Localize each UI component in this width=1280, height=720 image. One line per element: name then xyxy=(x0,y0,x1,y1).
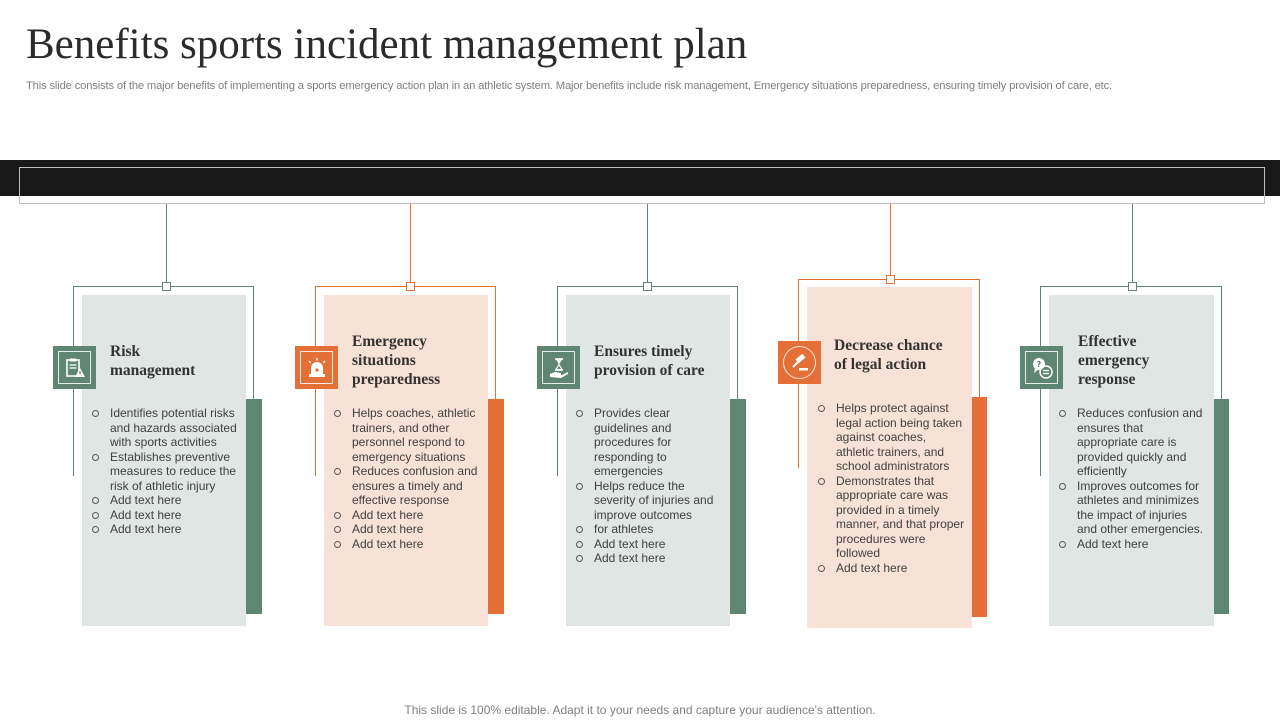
bullet-item: Add text here xyxy=(574,551,726,566)
hand-hourglass-icon xyxy=(548,357,570,379)
bullet-item: Establishes preventive measures to reduce the risk of athletic injury xyxy=(90,450,238,494)
card-accent-bar xyxy=(1212,399,1229,614)
siren-icon xyxy=(306,357,328,379)
bullet-item: Helps coaches, athletic trainers, and other personnel respond to emergency situations xyxy=(332,406,484,464)
card-accent-bar xyxy=(970,397,987,617)
bullet-item: Add text here xyxy=(332,522,484,537)
bullet-item: Add text here xyxy=(90,522,238,537)
card-title: Risk management xyxy=(110,343,196,379)
bullet-item: Add text here xyxy=(90,508,238,523)
card-bullet-list xyxy=(816,401,966,575)
connector-line xyxy=(890,204,891,279)
card-icon xyxy=(1020,346,1063,389)
slide-title: Benefits sports incident management plan xyxy=(26,21,748,68)
card-icon xyxy=(778,341,821,384)
bullet-item: Add text here xyxy=(1057,537,1207,552)
bullet-item: Improves outcomes for athletes and minimizes the impact of injuries and other emergencies. xyxy=(1057,479,1207,537)
clipboard-warning-icon xyxy=(64,357,86,379)
bullet-item: Add text here xyxy=(574,537,726,552)
connector-line xyxy=(647,204,648,286)
bullet-item: Provides clear guidelines and procedures for responding to emergencies xyxy=(574,406,726,479)
card-icon xyxy=(295,346,338,389)
card-title: Effective emergency response xyxy=(1078,333,1150,388)
card-icon xyxy=(53,346,96,389)
card-title: Decrease chance of legal action xyxy=(834,337,943,373)
card-bullet-list xyxy=(332,406,484,551)
card-title: Ensures timely provision of care xyxy=(594,343,705,379)
bullet-item: for athletes xyxy=(574,522,726,537)
card-bullet-list xyxy=(90,406,238,537)
gavel-icon xyxy=(790,353,810,373)
connector-dot xyxy=(643,282,652,291)
chat-help-icon xyxy=(1030,356,1054,380)
bullet-item: Reduces confusion and ensures that appropriate care is provided quickly and efficiently xyxy=(1057,406,1207,479)
bullet-item: Identifies potential risks and hazards associated with sports activities xyxy=(90,406,238,450)
card-bullet-list xyxy=(1057,406,1207,551)
card-accent-bar xyxy=(728,399,746,614)
bullet-item: Add text here xyxy=(90,493,238,508)
band-frame xyxy=(19,167,1265,204)
card-accent-bar xyxy=(244,399,262,614)
connector-line xyxy=(166,204,167,286)
slide-footer: This slide is 100% editable. Adapt it to your needs and capture your audience's attention. xyxy=(404,703,876,717)
bullet-item: Add text here xyxy=(816,561,966,576)
connector-dot xyxy=(406,282,415,291)
bullet-item: Helps reduce the severity of injuries and improve outcomes xyxy=(574,479,726,523)
connector-dot xyxy=(162,282,171,291)
card-icon xyxy=(537,346,580,389)
connector-line xyxy=(410,204,411,286)
bullet-item: Demonstrates that appropriate care was provided in a timely manner, and that proper procedures were followed xyxy=(816,474,966,561)
svg-text:?: ? xyxy=(1036,359,1041,369)
card-accent-bar xyxy=(486,399,504,614)
bullet-item: Helps protect against legal action being taken against coaches, athletic trainers, and school administrators xyxy=(816,401,966,474)
slide-subtitle: This slide consists of the major benefits of implementing a sports emergency action plan in an athletic system. Major benefits include risk management, Emergency situations preparedness, ensuring timely provision of care, etc. xyxy=(26,80,1113,92)
card-bullet-list xyxy=(574,406,726,566)
connector-dot xyxy=(1128,282,1137,291)
bullet-item: Add text here xyxy=(332,508,484,523)
card-title: Emergency situations preparedness xyxy=(352,333,441,388)
connector-dot xyxy=(886,275,895,284)
bullet-item: Reduces confusion and ensures a timely and effective response xyxy=(332,464,484,508)
connector-line xyxy=(1132,204,1133,286)
bullet-item: Add text here xyxy=(332,537,484,552)
